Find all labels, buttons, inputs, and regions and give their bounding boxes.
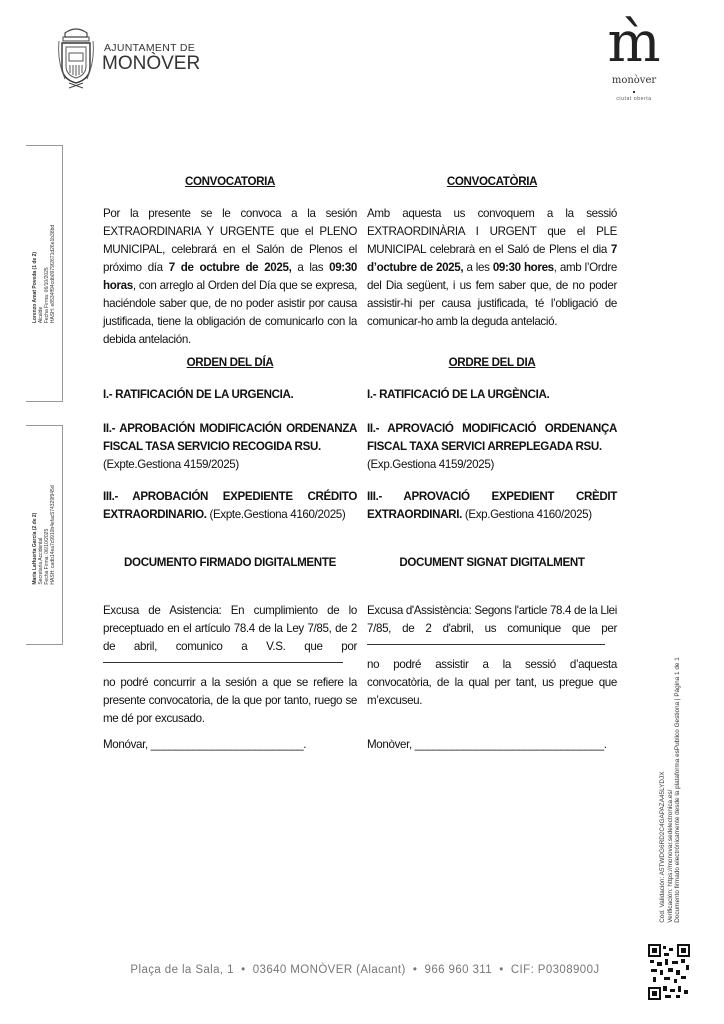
es-agenda-item-3: III.- APROBACIÓN EXPEDIENTE CRÉDITO EXTRAORDINARIO. (Expte.Gestiona 4160/2025) bbox=[103, 490, 357, 521]
validation-info bbox=[659, 657, 682, 923]
signature-box-2 bbox=[26, 425, 63, 645]
es-excuse-form: Excusa de Asistencia: En cumplimiento de lo preceptuado en el artículo 78.4 de la Ley 7/85, de 2 de abril, comunico a V.S. que por no podré concurrir a la sesión a que se refiere la presente convocatoria, de la que por tanto, ruego se me dé por excusado. bbox=[103, 604, 357, 725]
ca-agenda-item-3: III.- APROVACIÓ EXPEDIENT CRÈDIT EXTRAORDINARI. (Exp.Gestiona 4160/2025) bbox=[367, 490, 617, 521]
electronic-signature-note: Documento firmado electrónicamente desde la plataforma esPublico Gestiona | Página 1 de 1 bbox=[673, 657, 681, 923]
signer-name: Lorenzo Amat Poveda (1 de 2) bbox=[32, 251, 38, 323]
signature-box-1 bbox=[26, 145, 63, 402]
ca-agenda-item-2: II.- APROVACIÓ MODIFICACIÓ ORDENANÇA FISCAL TAXA SERVICI ARREPLEGADA RSU. (Exp.Gestiona 4159/2025) bbox=[367, 422, 617, 471]
monover-brand-dot bbox=[633, 91, 635, 93]
ajuntament-name-line2: MONÒVER bbox=[102, 53, 201, 74]
ajuntament-crest-logo bbox=[57, 27, 95, 89]
ca-agenda-title: ORDRE DEL DIA bbox=[448, 356, 536, 369]
signature-hash: HASH: cadb14ea7c9910b4efac574329f945d bbox=[50, 485, 56, 585]
validation-code: Cód. Validación: A5TWDG6RD2C4GAPAZA45LYDJX bbox=[658, 771, 666, 923]
ca-agenda-item-1: I.- RATIFICACIÓ DE LA URGÈNCIA. bbox=[367, 388, 550, 401]
ca-convocation-paragraph: Amb aquesta us convoquem a la sessió EXTRAORDINÀRIA I URGENT que el PLE MUNICIPAL celebrarà en el Saló de Plens el dia 7 d’octubre de 2025, a les 09:30 hores, amb l’Ordre del Dia següent, i us fem saber que, de no poder assistir-hi per causa justificada, té l’obligació de comunicar-ho amb la deguda antelació. bbox=[367, 207, 617, 328]
es-title: CONVOCATORIA bbox=[184, 175, 276, 188]
ca-excuse-form: Excusa d'Assistència: Segons l'article 78.4 de la Llei 7/85, de 2 d'abril, us comunique que per no podré assistir a la sessió d’aquesta convocatòria, de la qual per tant, us pregue que m’excuseu. bbox=[367, 604, 617, 707]
ca-place-date: Monòver, _______________________________. bbox=[367, 738, 607, 751]
es-agenda-title: ORDEN DEL DÍA bbox=[186, 356, 274, 369]
signature-date: Fecha Firma: 06/10/2025 bbox=[44, 266, 50, 323]
verification-url[interactable]: Verificación: https://monovar.sedelectronica.es/ bbox=[666, 789, 674, 923]
ca-excuse-reason-blank[interactable] bbox=[367, 644, 605, 645]
es-signed-notice: DOCUMENTO FIRMADO DIGITALMENTE bbox=[124, 556, 336, 569]
footer-address: Plaça de la Sala, 1 • 03640 MONÒVER (Alacant) • 966 960 311 • CIF: P0308900J bbox=[130, 964, 600, 976]
ca-signed-notice: DOCUMENT SIGNAT DIGITALMENT bbox=[399, 556, 585, 569]
ca-title: CONVOCATÒRIA bbox=[446, 175, 538, 188]
monover-brand-tagline: ciutat oberta bbox=[616, 96, 652, 102]
signer-role: Alcalde bbox=[38, 306, 44, 323]
monover-brand-mark: m̀ bbox=[607, 10, 661, 75]
es-place-date: Monóvar, _________________________. bbox=[103, 738, 307, 751]
monover-brand-name: monòver bbox=[611, 75, 657, 86]
signature-hash: HASH: e8534ff94cdb0979f2671d26e1b38bd bbox=[50, 224, 56, 323]
signer-role: Secretaria Accidental bbox=[38, 537, 44, 585]
es-convocation-paragraph: Por la presente se le convoca a la sesión EXTRAORDINARIA Y URGENTE que el PLENO MUNICIPAL, celebrará en el Salón de Plenos el próximo día 7 de octubre de 2025, a las 09:30 horas, con arreglo al Orden del Día que se expresa, haciéndole saber que, de no poder asistir por causa justificada, tiene la obligación de comunicarlo con la debida antelación. bbox=[103, 207, 357, 346]
es-agenda-item-1: I.- RATIFICACIÓN DE LA URGENCIA. bbox=[103, 388, 294, 401]
signer-name: María LaHuerta García (2 de 2) bbox=[32, 512, 38, 585]
ajuntament-name-line1: AJUNTAMENT DE bbox=[104, 42, 196, 54]
signature-date: Fecha Firma: 06/10/2025 bbox=[44, 528, 50, 585]
es-agenda-item-2: II.- APROBACIÓN MODIFICACIÓN ORDENANZA FISCAL TASA SERVICIO RECOGIDA RSU. (Expte.Gestiona 4159/2025) bbox=[103, 422, 357, 471]
es-excuse-reason-blank[interactable] bbox=[103, 662, 343, 663]
